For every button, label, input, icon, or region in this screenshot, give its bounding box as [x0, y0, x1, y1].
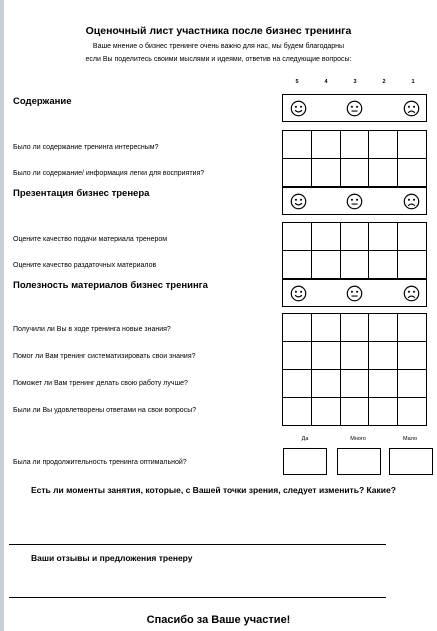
intro-line-2: если Вы поделитесь своими мыслями и идеями, ответив на следующие вопросы:	[85, 56, 352, 63]
smiley-header-row	[282, 187, 427, 215]
sad-face-icon	[403, 100, 420, 117]
sad-face-icon	[403, 285, 420, 302]
rating-cell-5[interactable]	[283, 370, 312, 398]
happy-face-icon	[290, 100, 307, 117]
rating-cell-5[interactable]	[283, 131, 312, 159]
rating-cell-3[interactable]	[341, 342, 370, 370]
neutral-face-icon	[346, 193, 363, 210]
rating-cell-3[interactable]	[341, 251, 370, 279]
question-content-easy: Было ли содержание/ информация легки для восприятия?	[13, 170, 205, 177]
rating-grid-presentation	[282, 222, 427, 279]
neutral-face-icon	[346, 100, 363, 117]
sad-face-icon	[403, 193, 420, 210]
intro-line-1: Ваше мнение о бизнес тренинге очень важно для нас, мы будем благодарны	[92, 43, 345, 50]
option-label-yes: Да	[301, 436, 309, 442]
rating-row	[283, 131, 427, 159]
question-presentation-handouts: Оцените качество раздаточных материалов	[13, 262, 157, 269]
rating-row	[283, 159, 427, 187]
scale-label-4: 4	[324, 79, 328, 85]
section-title-usefulness: Полезность материалов бизнес тренинга	[13, 280, 208, 291]
rating-grid-content	[282, 130, 427, 187]
rating-cell-2[interactable]	[369, 131, 398, 159]
question-presentation-delivery: Оцените качество подачи материала тренером	[13, 236, 168, 243]
question-usefulness-systematize: Помог ли Вам тренинг систематизировать свои знания?	[13, 353, 196, 360]
section-title-presentation: Презентация бизнес тренера	[13, 188, 150, 199]
option-box-yes[interactable]	[283, 448, 327, 475]
section-title-content: Содержание	[13, 96, 72, 107]
smiley-header-row	[282, 279, 427, 307]
rating-cell-1[interactable]	[398, 159, 427, 187]
rating-cell-3[interactable]	[341, 398, 370, 426]
scale-label-2: 2	[382, 79, 386, 85]
form-title: Оценочный лист участника после бизнес тренинга	[85, 25, 352, 37]
rating-cell-4[interactable]	[312, 398, 341, 426]
rating-row	[283, 251, 427, 279]
rating-row	[283, 314, 427, 342]
rating-cell-5[interactable]	[283, 251, 312, 279]
rating-cell-5[interactable]	[283, 223, 312, 251]
rating-cell-3[interactable]	[341, 131, 370, 159]
rating-cell-5[interactable]	[283, 398, 312, 426]
question-usefulness-work-better: Поможет ли Вам тренинг делать свою работу лучше?	[13, 380, 188, 387]
rating-cell-4[interactable]	[312, 342, 341, 370]
rating-cell-5[interactable]	[283, 342, 312, 370]
rating-cell-4[interactable]	[312, 370, 341, 398]
rating-row	[283, 223, 427, 251]
page-left-border	[0, 0, 4, 631]
rating-cell-1[interactable]	[398, 223, 427, 251]
scale-label-5: 5	[295, 79, 299, 85]
rating-cell-2[interactable]	[369, 398, 398, 426]
rating-cell-1[interactable]	[398, 131, 427, 159]
happy-face-icon	[290, 285, 307, 302]
rating-cell-1[interactable]	[398, 370, 427, 398]
rating-cell-5[interactable]	[283, 314, 312, 342]
scale-label-3: 3	[353, 79, 357, 85]
rating-cell-2[interactable]	[369, 251, 398, 279]
rating-cell-4[interactable]	[312, 223, 341, 251]
happy-face-icon	[290, 193, 307, 210]
option-label-too-little: Мало	[402, 436, 418, 442]
option-box-too-much[interactable]	[337, 448, 381, 475]
option-box-too-little[interactable]	[389, 448, 433, 475]
rating-cell-2[interactable]	[369, 342, 398, 370]
answer-line-changes[interactable]	[9, 544, 386, 545]
rating-grid-usefulness	[282, 313, 427, 426]
question-duration: Была ли продолжительность тренинга оптимальной?	[13, 459, 187, 466]
neutral-face-icon	[346, 285, 363, 302]
rating-cell-4[interactable]	[312, 131, 341, 159]
question-usefulness-new-knowledge: Получили ли Вы в ходе тренинга новые знания?	[13, 326, 171, 333]
rating-cell-2[interactable]	[369, 370, 398, 398]
answer-line-feedback[interactable]	[9, 597, 386, 598]
rating-cell-4[interactable]	[312, 314, 341, 342]
rating-row	[283, 342, 427, 370]
scale-label-1: 1	[411, 79, 415, 85]
rating-cell-1[interactable]	[398, 342, 427, 370]
rating-cell-4[interactable]	[312, 159, 341, 187]
open-question-changes: Есть ли моменты занятия, которые, с Вашей точки зрения, следует изменить? Какие?	[31, 485, 396, 495]
rating-cell-2[interactable]	[369, 314, 398, 342]
rating-cell-3[interactable]	[341, 159, 370, 187]
rating-row	[283, 398, 427, 426]
rating-cell-1[interactable]	[398, 314, 427, 342]
rating-cell-2[interactable]	[369, 159, 398, 187]
rating-row	[283, 370, 427, 398]
smiley-header-row	[282, 94, 427, 122]
rating-cell-1[interactable]	[398, 398, 427, 426]
feedback-label: Ваши отзывы и предложения тренеру	[31, 553, 193, 563]
thanks-message: Спасибо за Ваше участие!	[146, 614, 291, 626]
rating-cell-2[interactable]	[369, 223, 398, 251]
question-usefulness-answers: Были ли Вы удовлетворены ответами на свои вопросы?	[13, 407, 197, 414]
rating-cell-3[interactable]	[341, 370, 370, 398]
question-content-interesting: Было ли содержание тренинга интересным?	[13, 144, 159, 151]
rating-cell-3[interactable]	[341, 223, 370, 251]
rating-cell-4[interactable]	[312, 251, 341, 279]
rating-cell-1[interactable]	[398, 251, 427, 279]
rating-cell-3[interactable]	[341, 314, 370, 342]
option-label-too-much: Много	[350, 436, 366, 442]
rating-cell-5[interactable]	[283, 159, 312, 187]
